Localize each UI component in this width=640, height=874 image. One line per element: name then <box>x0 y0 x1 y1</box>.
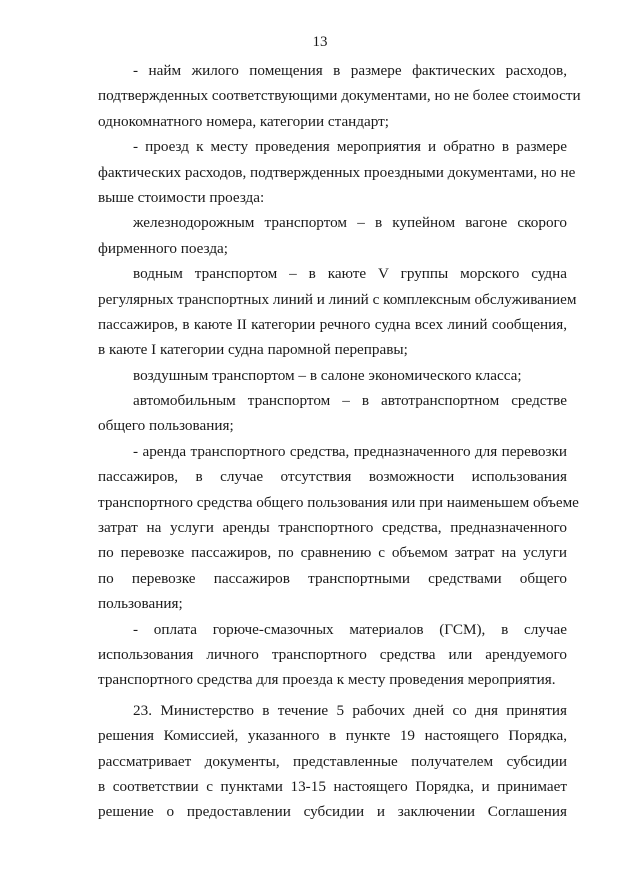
text-line: в каюте I категории судна паромной переправы; <box>98 341 408 359</box>
text-line: - аренда транспортного средства, предназначенного для перевозки <box>133 442 567 460</box>
text-line: железнодорожным транспортом – в купейном вагоне скорого <box>133 214 567 232</box>
text-line: использования личного транспортного средства или арендуемого <box>98 645 567 663</box>
text-line: фактических расходов, подтвержденных проездными документами, но не <box>98 163 576 181</box>
text-line: транспортного средства общего пользования или при наименьшем объеме <box>98 493 579 511</box>
text-line: - проезд к месту проведения мероприятия и обратно в размере <box>133 138 567 156</box>
text-line: транспортного средства для проезда к месту проведения мероприятия. <box>98 671 556 689</box>
text-line: по перевозке пассажиров транспортными средствами общего <box>98 569 567 587</box>
page-number: 13 <box>312 34 328 50</box>
text-line: в соответствии с пунктами 13-15 настоящего Порядка, и принимает <box>98 777 567 795</box>
text-line: по перевозке пассажиров, по сравнению с объемом затрат на услуги <box>98 544 567 562</box>
text-line: воздушным транспортом – в салоне экономического класса; <box>133 366 522 384</box>
text-line: пассажиров, в случае отсутствия возможности использования <box>98 468 567 486</box>
text-line: решение о предоставлении субсидии и заключении Соглашения <box>98 803 567 821</box>
text-line: водным транспортом – в каюте V группы морского судна <box>133 265 567 283</box>
text-line: пользования; <box>98 595 183 613</box>
document-body <box>98 58 581 825</box>
paragraph-vehicle-rental <box>98 439 579 617</box>
text-line: фирменного поезда; <box>98 239 229 257</box>
text-line: - оплата горюче-смазочных материалов (ГСМ), в случае <box>133 620 567 638</box>
text-line: пассажиров, в каюте II категории речного судна всех линий сообщения, <box>98 315 567 333</box>
text-line: подтвержденных соответствующими документами, но не более стоимости <box>98 87 581 105</box>
text-line: автомобильным транспортом – в автотранспортном средстве <box>133 392 567 410</box>
paragraph-railway <box>98 210 567 261</box>
text-line: - найм жилого помещения в размере фактических расходов, <box>133 62 567 79</box>
paragraph-air-transport <box>98 363 567 388</box>
paragraph-housing <box>98 58 581 134</box>
text-line: однокомнатного номера, категории стандарт; <box>98 112 390 130</box>
text-line: выше стоимости проезда: <box>98 188 265 206</box>
paragraph-fuel <box>98 617 567 693</box>
text-line: регулярных транспортных линий и линий с комплексным обслуживанием <box>98 290 577 308</box>
paragraph-water-transport <box>98 261 577 363</box>
text-line: общего пользования; <box>98 417 234 435</box>
paragraph-travel <box>98 134 576 210</box>
text-line: рассматривает документы, представленные получателем субсидии <box>98 752 567 770</box>
paragraph-auto-transport <box>98 388 567 439</box>
paragraph-item-23 <box>98 698 567 825</box>
text-line: решения Комиссией, указанного в пункте 19 настоящего Порядка, <box>98 727 567 745</box>
text-line: затрат на услуги аренды транспортного средства, предназначенного <box>98 519 567 537</box>
text-line: 23. Министерство в течение 5 рабочих дней со дня принятия <box>133 701 567 719</box>
